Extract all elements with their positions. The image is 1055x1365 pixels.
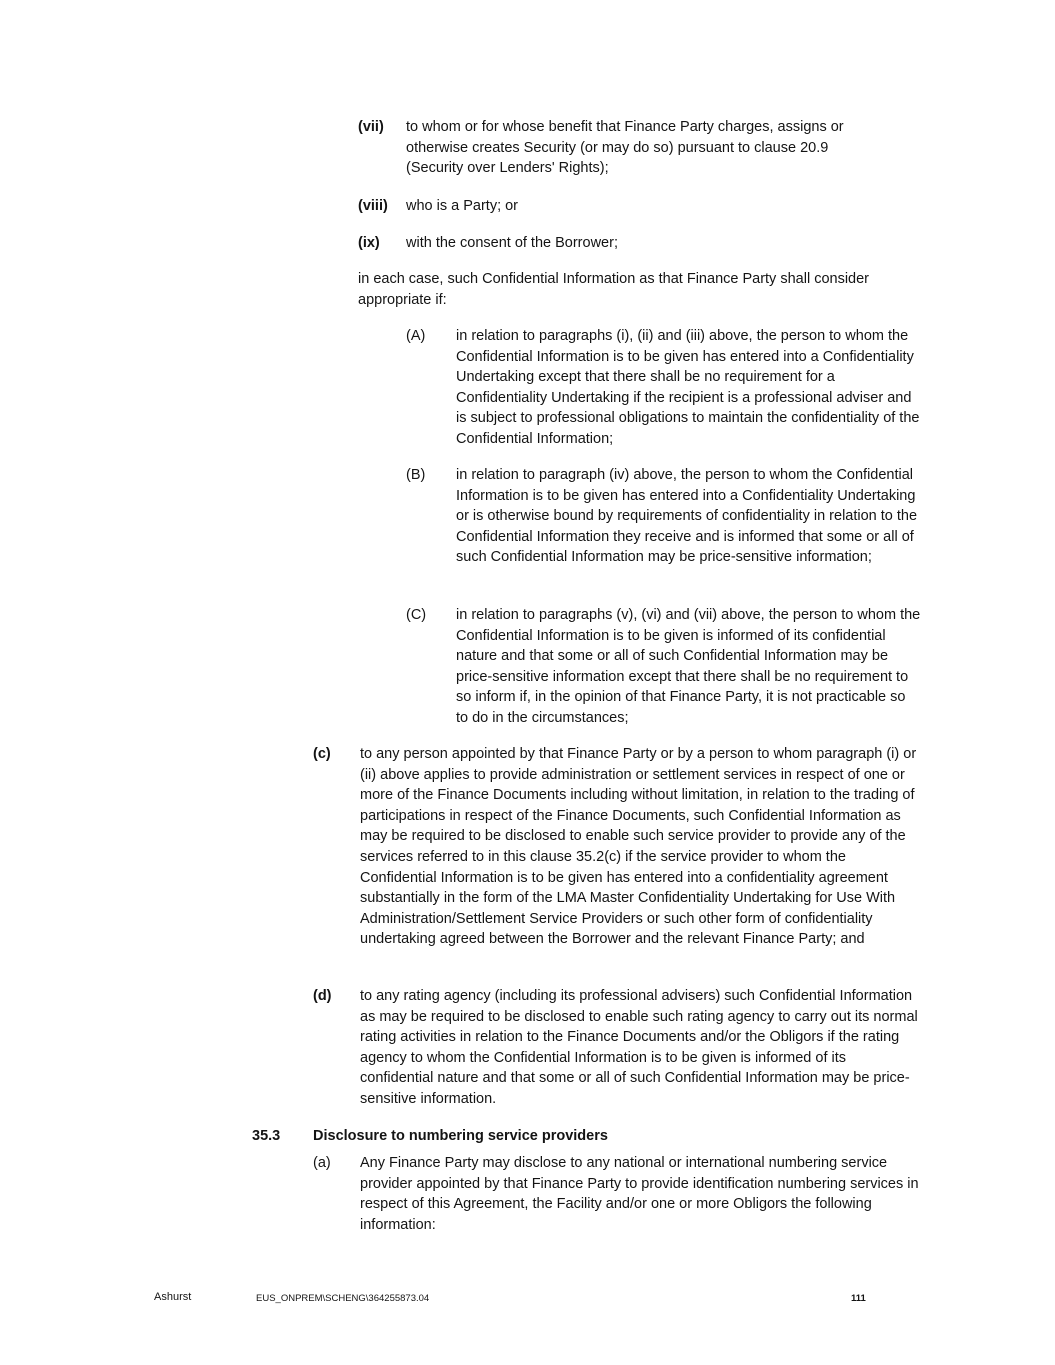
item-label: (a) (313, 1155, 331, 1171)
item-text: with the consent of the Borrower; (406, 235, 618, 251)
item-label: (A) (406, 328, 426, 344)
item-label: (C) (406, 607, 427, 623)
footer-page-number: 111 (851, 1293, 866, 1304)
item-label: (B) (406, 467, 426, 483)
item-label: (ix) (358, 235, 380, 251)
item-text: to any person appointed by that Finance Party or by a person to whom paragraph (i) or (ii) above applies to provide administration or settlement services in respect of one or more of the Finance Documents including without limitation, in relation to the trading of participations in respect of the Finance Documents, such Confidential Information as may be required to be disclosed to enable such service provider to provide any of the services referred to in this clause 35.2(c) if the service provider to whom the Confidential Information is to be given has entered into a confidentiality agreement substantially in the form of the LMA Master Confidentiality Undertaking for Use With Administration/Settlement Service Providers or such other form of confidentiality undertaking agreed between the Borrower and the relevant Finance Party; and (360, 746, 917, 948)
footer-doc-ref: EUS_ONPREM\SCHENG\364255873.04 (256, 1293, 430, 1304)
item-label: (d) (313, 988, 332, 1004)
section-title: Disclosure to numbering service providers (313, 1128, 608, 1144)
in-each-case-paragraph: in each case, such Confidential Information as that Finance Party shall consider appropriate if: (358, 271, 869, 308)
section-number: 35.3 (252, 1128, 281, 1144)
item-label: (vii) (358, 119, 384, 135)
item-text: in relation to paragraphs (v), (vi) and (vii) above, the person to whom the Confidential Information is to be given is informed of its confidential nature and that some or all of such Confidential Information may be price-sensitive information except that there shall be no requirement to so inform if, in the opinion of that Finance Party, it is not practicable so to do in the circumstances; (456, 607, 921, 726)
item-text: in relation to paragraph (iv) above, the person to whom the Confidential Information is to be given has entered into a Confidentiality Undertaking or is otherwise bound by requirements of confidentiality in relation to the Confidential Information they receive and is informed that some or all of such Confidential Information may be price-sensitive information; (456, 467, 918, 566)
item-label: (c) (313, 746, 331, 762)
item-text: in relation to paragraphs (i), (ii) and (iii) above, the person to whom the Confidential Information is to be given has entered into a Confidentiality Undertaking except that there shall be no requirement for a Confidentiality Undertaking if the recipient is a professional adviser and is subject to professional obligations to maintain the confidentiality of the Confidential Information; (456, 328, 920, 447)
item-text: to whom or for whose benefit that Finance Party charges, assigns or otherwise creates Security (or may do so) pursuant to clause 20.9 (Security over Lenders' Rights); (406, 119, 844, 177)
item-label: (viii) (358, 198, 388, 214)
item-text: Any Finance Party may disclose to any national or international numbering service provider appointed by that Finance Party to provide identification numbering services in respect of this Agreement, the Facility and/or one or more Obligors the following information: (360, 1155, 919, 1233)
item-text: who is a Party; or (406, 198, 519, 214)
footer-firm: Ashurst (154, 1291, 192, 1303)
item-text: to any rating agency (including its professional advisers) such Confidential Information as may be required to be disclosed to enable such rating agency to carry out its normal rating activities in relation to the Finance Documents and/or the Obligors if the rating agency to whom the Confidential Information is to be given is informed of its confidential nature and that some or all of such Confidential Information may be price-sensitive information. (360, 988, 918, 1107)
